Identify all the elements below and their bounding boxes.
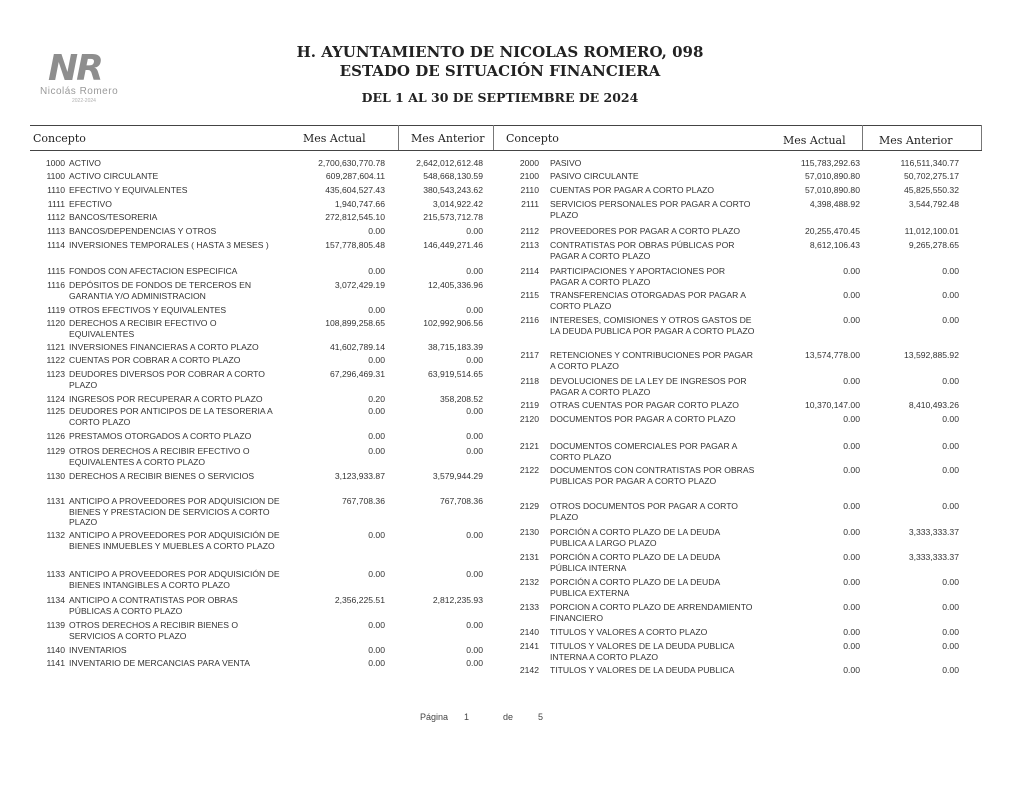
account-description: OTROS DOCUMENTOS POR PAGAR A CORTO PLAZO [550,501,738,522]
previous-month-value: 11,012,100.01 [904,226,959,236]
account-description: FONDOS CON AFECTACION ESPECIFICA [69,266,238,276]
account-description: INVENTARIOS [69,645,127,655]
current-month-value: 0.00 [368,431,385,441]
current-month-value: 272,812,545.10 [325,212,385,222]
account-description: OTROS EFECTIVOS Y EQUIVALENTES [69,305,227,315]
current-month-value: 4,398,488.92 [809,199,860,209]
previous-month-value: 0.00 [942,376,959,386]
current-month-value: 10,370,147.00 [805,400,860,410]
previous-month-value: 0.00 [466,620,483,630]
previous-month-value: 2,812,235.93 [432,595,483,605]
account-description: PORCION A CORTO PLAZO DE ARRENDAMIENTO FINANCIERO [550,602,753,623]
account-description: INVERSIONES TEMPORALES ( HASTA 3 MESES ) [69,240,269,250]
account-code: 2132 [519,577,539,587]
logo-mark: NR [48,48,102,89]
previous-month-value: 45,825,550.32 [904,185,959,195]
previous-month-value: 0.00 [942,465,959,475]
current-month-value: 0.00 [843,441,860,451]
current-month-value: 41,602,789.14 [330,342,385,352]
current-month-value: 2,700,630,770.78 [318,158,385,168]
account-description: BANCOS/DEPENDENCIAS Y OTROS [69,226,217,236]
account-description: CONTRATISTAS POR OBRAS PÚBLICAS POR PAGAR A CORTO PLAZO [550,240,735,261]
previous-month-value: 8,410,493.26 [908,400,959,410]
account-code: 1115 [47,266,65,276]
account-code: 1000 [45,158,65,168]
previous-month-value: 0.00 [942,627,959,637]
previous-month-value: 63,919,514.65 [428,369,483,379]
account-description: ANTICIPO A PROVEEDORES POR ADQUISICIÓN DE BIENES INTANGIBLES A CORTO PLAZO [69,569,280,590]
previous-month-value: 3,333,333.37 [908,527,959,537]
table-top-rule [30,125,982,126]
page-number: 1 [464,712,470,722]
account-code: 2116 [520,315,539,325]
previous-month-value: 0.00 [942,577,959,587]
account-description: PASIVO CIRCULANTE [550,171,639,181]
previous-month-value: 3,579,944.29 [432,471,483,481]
account-description: TITULOS Y VALORES DE LA DEUDA PUBLICA INTERNA A CORTO PLAZO [550,641,734,662]
current-month-value: 67,296,469.31 [330,369,385,379]
account-code: 1126 [46,431,65,441]
previous-month-value: 0.00 [466,406,483,416]
account-description: ACTIVO CIRCULANTE [69,171,159,181]
account-code: 1112 [47,212,65,222]
account-code: 2130 [519,527,539,537]
previous-month-value: 358,208.52 [439,394,483,404]
account-code: 1123 [46,369,65,379]
previous-month-value: 13,592,885.92 [904,350,959,360]
current-month-value: 0.00 [843,315,860,325]
previous-month-value: 0.00 [466,226,483,236]
account-description: DERECHOS A RECIBIR BIENES O SERVICIOS [69,471,255,481]
account-code: 2114 [520,266,539,276]
previous-month-value: 9,265,278.65 [908,240,959,250]
current-month-value: 0.00 [843,465,860,475]
current-month-value: 3,123,933.87 [334,471,385,481]
account-description: DOCUMENTOS CON CONTRATISTAS POR OBRAS PUBLICAS POR PAGAR A CORTO PLAZO [550,465,755,486]
previous-month-value: 3,333,333.37 [908,552,959,562]
current-month-value: 20,255,470.45 [805,226,860,236]
current-month-value: 0.00 [843,552,860,562]
previous-month-value: 380,543,243.62 [423,185,483,195]
current-month-value: 0.00 [368,266,385,276]
previous-month-value: 12,405,336.96 [428,280,483,290]
account-code: 2000 [519,158,539,168]
account-code: 1131 [46,496,65,506]
account-description: RETENCIONES Y CONTRIBUCIONES POR PAGAR A CORTO PLAZO [550,350,753,371]
account-code: 1111 [47,199,65,209]
current-month-value: 108,899,258.65 [325,318,385,328]
previous-month-value: 0.00 [942,641,959,651]
previous-month-value: 0.00 [942,602,959,612]
account-description: INVENTARIO DE MERCANCIAS PARA VENTA [69,658,250,668]
current-month-value: 0.00 [368,569,385,579]
account-code: 2120 [519,414,539,424]
current-month-value: 0.00 [843,641,860,651]
account-code: 1133 [46,569,65,579]
left-anterior-header: Mes Anterior [411,132,485,145]
previous-month-value: 0.00 [942,441,959,451]
current-month-value: 0.00 [368,620,385,630]
account-code: 2133 [519,602,539,612]
account-code: 1116 [47,280,65,290]
document-subtitle: ESTADO DE SITUACIÓN FINANCIERA [339,62,661,80]
account-code: 2129 [519,501,539,511]
current-month-value: 0.00 [368,355,385,365]
previous-month-value: 38,715,183.39 [428,342,483,352]
account-description: PORCIÓN A CORTO PLAZO DE LA DEUDA PUBLICA A LARGO PLAZO [550,527,720,548]
account-code: 1140 [46,645,65,655]
account-code: 2121 [519,441,539,451]
account-description: ANTICIPO A PROVEEDORES POR ADQUISICIÓN DE BIENES INMUEBLES Y MUEBLES A CORTO PLAZO [69,530,280,551]
account-code: 1129 [46,446,65,456]
account-code: 2115 [520,290,539,300]
account-description: DEPÓSITOS DE FONDOS DE TERCEROS EN GARANTIA Y/O ADMINISTRACION [69,280,252,301]
previous-month-value: 0.00 [466,266,483,276]
previous-month-value: 0.00 [942,290,959,300]
current-month-value: 435,604,527.43 [325,185,385,195]
logo-name: Nicolás Romero [40,86,119,97]
previous-month-value: 0.00 [942,315,959,325]
account-code: 1134 [46,595,65,605]
previous-month-value: 0.00 [466,431,483,441]
account-description: DEUDORES DIVERSOS POR COBRAR A CORTO PLAZO [69,369,265,390]
account-description: PRESTAMOS OTORGADOS A CORTO PLAZO [69,431,252,441]
right-concepto-header: Concepto [506,132,559,145]
account-description: CUENTAS POR PAGAR A CORTO PLAZO [550,185,715,195]
account-description: OTROS DERECHOS A RECIBIR EFECTIVO O EQUIVALENTES A CORTO PLAZO [69,446,250,467]
account-description: TRANSFERENCIAS OTORGADAS POR PAGAR A CORTO PLAZO [550,290,746,311]
previous-month-value: 102,992,906.56 [423,318,483,328]
account-description: INGRESOS POR RECUPERAR A CORTO PLAZO [69,394,263,404]
current-month-value: 0.00 [843,627,860,637]
previous-month-value: 3,014,922.42 [432,199,483,209]
account-code: 2141 [519,641,539,651]
previous-month-value: 0.00 [942,501,959,511]
account-description: ANTICIPO A CONTRATISTAS POR OBRAS PÚBLICAS A CORTO PLAZO [69,595,238,616]
current-month-value: 3,072,429.19 [334,280,385,290]
right-anterior-header: Mes Anterior [879,134,953,147]
account-code: 2100 [519,171,539,181]
previous-month-value: 0.00 [942,414,959,424]
current-month-value: 0.00 [843,414,860,424]
account-code: 1100 [46,171,65,181]
account-description: DEUDORES POR ANTICIPOS DE LA TESORERIA A CORTO PLAZO [69,406,273,427]
account-code: 2118 [520,376,539,386]
current-month-value: 0.00 [843,577,860,587]
account-description: PORCIÓN A CORTO PLAZO DE LA DEUDA PÚBLICA INTERNA [550,552,720,573]
account-code: 1125 [46,406,65,416]
previous-month-value: 146,449,271.46 [423,240,483,250]
current-month-value: 0.00 [368,446,385,456]
account-description: PARTICIPACIONES Y APORTACIONES POR PAGAR A CORTO PLAZO [550,266,726,287]
account-description: PORCIÓN A CORTO PLAZO DE LA DEUDA PUBLICA EXTERNA [550,577,720,598]
previous-month-value: 0.00 [466,530,483,540]
previous-month-value: 767,708.36 [439,496,483,506]
account-description: EFECTIVO Y EQUIVALENTES [69,185,188,195]
current-month-value: 0.00 [368,645,385,655]
page-label: Página [420,712,449,722]
account-description: DERECHOS A RECIBIR EFECTIVO O EQUIVALENTES [69,318,217,339]
account-code: 2122 [519,465,539,475]
current-month-value: 0.00 [368,305,385,315]
left-concepto-header: Concepto [33,132,86,145]
right-actual-header: Mes Actual [783,134,846,147]
current-month-value: 157,778,805.48 [325,240,385,250]
current-month-value: 57,010,890.80 [805,185,860,195]
account-code: 1120 [46,318,65,328]
account-description: PROVEEDORES POR PAGAR A CORTO PLAZO [550,226,741,236]
account-description: INVERSIONES FINANCIERAS A CORTO PLAZO [69,342,259,352]
account-description: OTRAS CUENTAS POR PAGAR CORTO PLAZO [550,400,739,410]
previous-month-value: 3,544,792.48 [908,199,959,209]
account-description: OTROS DERECHOS A RECIBIR BIENES O SERVICIOS A CORTO PLAZO [69,620,239,641]
previous-month-value: 0.00 [942,266,959,276]
account-code: 1130 [46,471,65,481]
account-code: 1119 [47,305,65,315]
document-title: H. AYUNTAMIENTO DE NICOLAS ROMERO, 098 [296,43,704,61]
account-code: 2119 [520,400,539,410]
account-code: 1113 [47,226,65,236]
report-period: DEL 1 AL 30 DE SEPTIEMBRE DE 2024 [361,90,639,105]
account-description: EFECTIVO [69,199,112,209]
table-header-rule [30,150,982,151]
current-month-value: 2,356,225.51 [334,595,385,605]
account-description: TITULOS Y VALORES DE LA DEUDA PUBLICA [550,665,735,675]
left-actual-header: Mes Actual [303,132,366,145]
page-total: 5 [538,712,544,722]
previous-month-value: 116,511,340.77 [900,158,959,168]
account-code: 2131 [519,552,539,562]
account-code: 2117 [520,350,539,360]
current-month-value: 0.00 [843,665,860,675]
current-month-value: 57,010,890.80 [805,171,860,181]
previous-month-value: 215,573,712.78 [423,212,483,222]
current-month-value: 767,708.36 [341,496,385,506]
account-description: TITULOS Y VALORES A CORTO PLAZO [550,627,708,637]
current-month-value: 115,783,292.63 [800,158,860,168]
account-description: PASIVO [550,158,582,168]
current-month-value: 8,612,106.43 [809,240,860,250]
previous-month-value: 0.00 [466,569,483,579]
current-month-value: 0.00 [843,266,860,276]
account-code: 1132 [46,530,65,540]
account-code: 2110 [520,185,539,195]
account-code: 1110 [47,185,65,195]
current-month-value: 0.00 [843,290,860,300]
account-code: 1114 [47,240,65,250]
previous-month-value: 0.00 [466,645,483,655]
previous-month-value: 0.00 [942,665,959,675]
current-month-value: 609,287,604.11 [325,171,385,181]
account-description: ACTIVO [69,158,101,168]
current-month-value: 0.00 [843,527,860,537]
account-code: 1141 [46,658,65,668]
logo-sub: 2022-2024 [72,98,96,104]
current-month-value: 0.00 [843,602,860,612]
page-of-label: de [503,712,514,722]
previous-month-value: 0.00 [466,658,483,668]
account-description: DOCUMENTOS COMERCIALES POR PAGAR A CORTO PLAZO [550,441,737,462]
account-description: BANCOS/TESORERIA [69,212,158,222]
previous-month-value: 0.00 [466,305,483,315]
account-description: DOCUMENTOS POR PAGAR A CORTO PLAZO [550,414,736,424]
account-description: ANTICIPO A PROVEEDORES POR ADQUISICION DE BIENES Y PRESTACION DE SERVICIOS A CORTO PLAZO [69,496,280,527]
previous-month-value: 0.00 [466,446,483,456]
account-code: 2111 [521,199,539,209]
account-description: SERVICIOS PERSONALES POR PAGAR A CORTO PLAZO [550,199,751,220]
account-code: 2112 [520,226,539,236]
previous-month-value: 2,642,012,612.48 [416,158,483,168]
account-code: 1122 [46,355,65,365]
account-code: 1139 [46,620,65,630]
current-month-value: 0.20 [368,394,385,404]
current-month-value: 0.00 [843,501,860,511]
account-code: 1124 [46,394,65,404]
current-month-value: 0.00 [368,226,385,236]
account-code: 1121 [46,342,65,352]
account-code: 2113 [520,240,539,250]
current-month-value: 0.00 [843,376,860,386]
previous-month-value: 50,702,275.17 [904,171,959,181]
current-month-value: 0.00 [368,530,385,540]
account-description: INTERESES, COMISIONES Y OTROS GASTOS DE LA DEUDA PUBLICA POR PAGAR A CORTO PLAZO [550,315,755,336]
previous-month-value: 548,668,130.59 [423,171,483,181]
current-month-value: 0.00 [368,406,385,416]
account-code: 2140 [519,627,539,637]
current-month-value: 13,574,778.00 [805,350,860,360]
current-month-value: 1,940,747.66 [334,199,385,209]
account-description: CUENTAS POR COBRAR A CORTO PLAZO [69,355,241,365]
previous-month-value: 0.00 [466,355,483,365]
account-code: 2142 [519,665,539,675]
current-month-value: 0.00 [368,658,385,668]
account-description: DEVOLUCIONES DE LA LEY DE INGRESOS POR PAGAR A CORTO PLAZO [550,376,747,397]
